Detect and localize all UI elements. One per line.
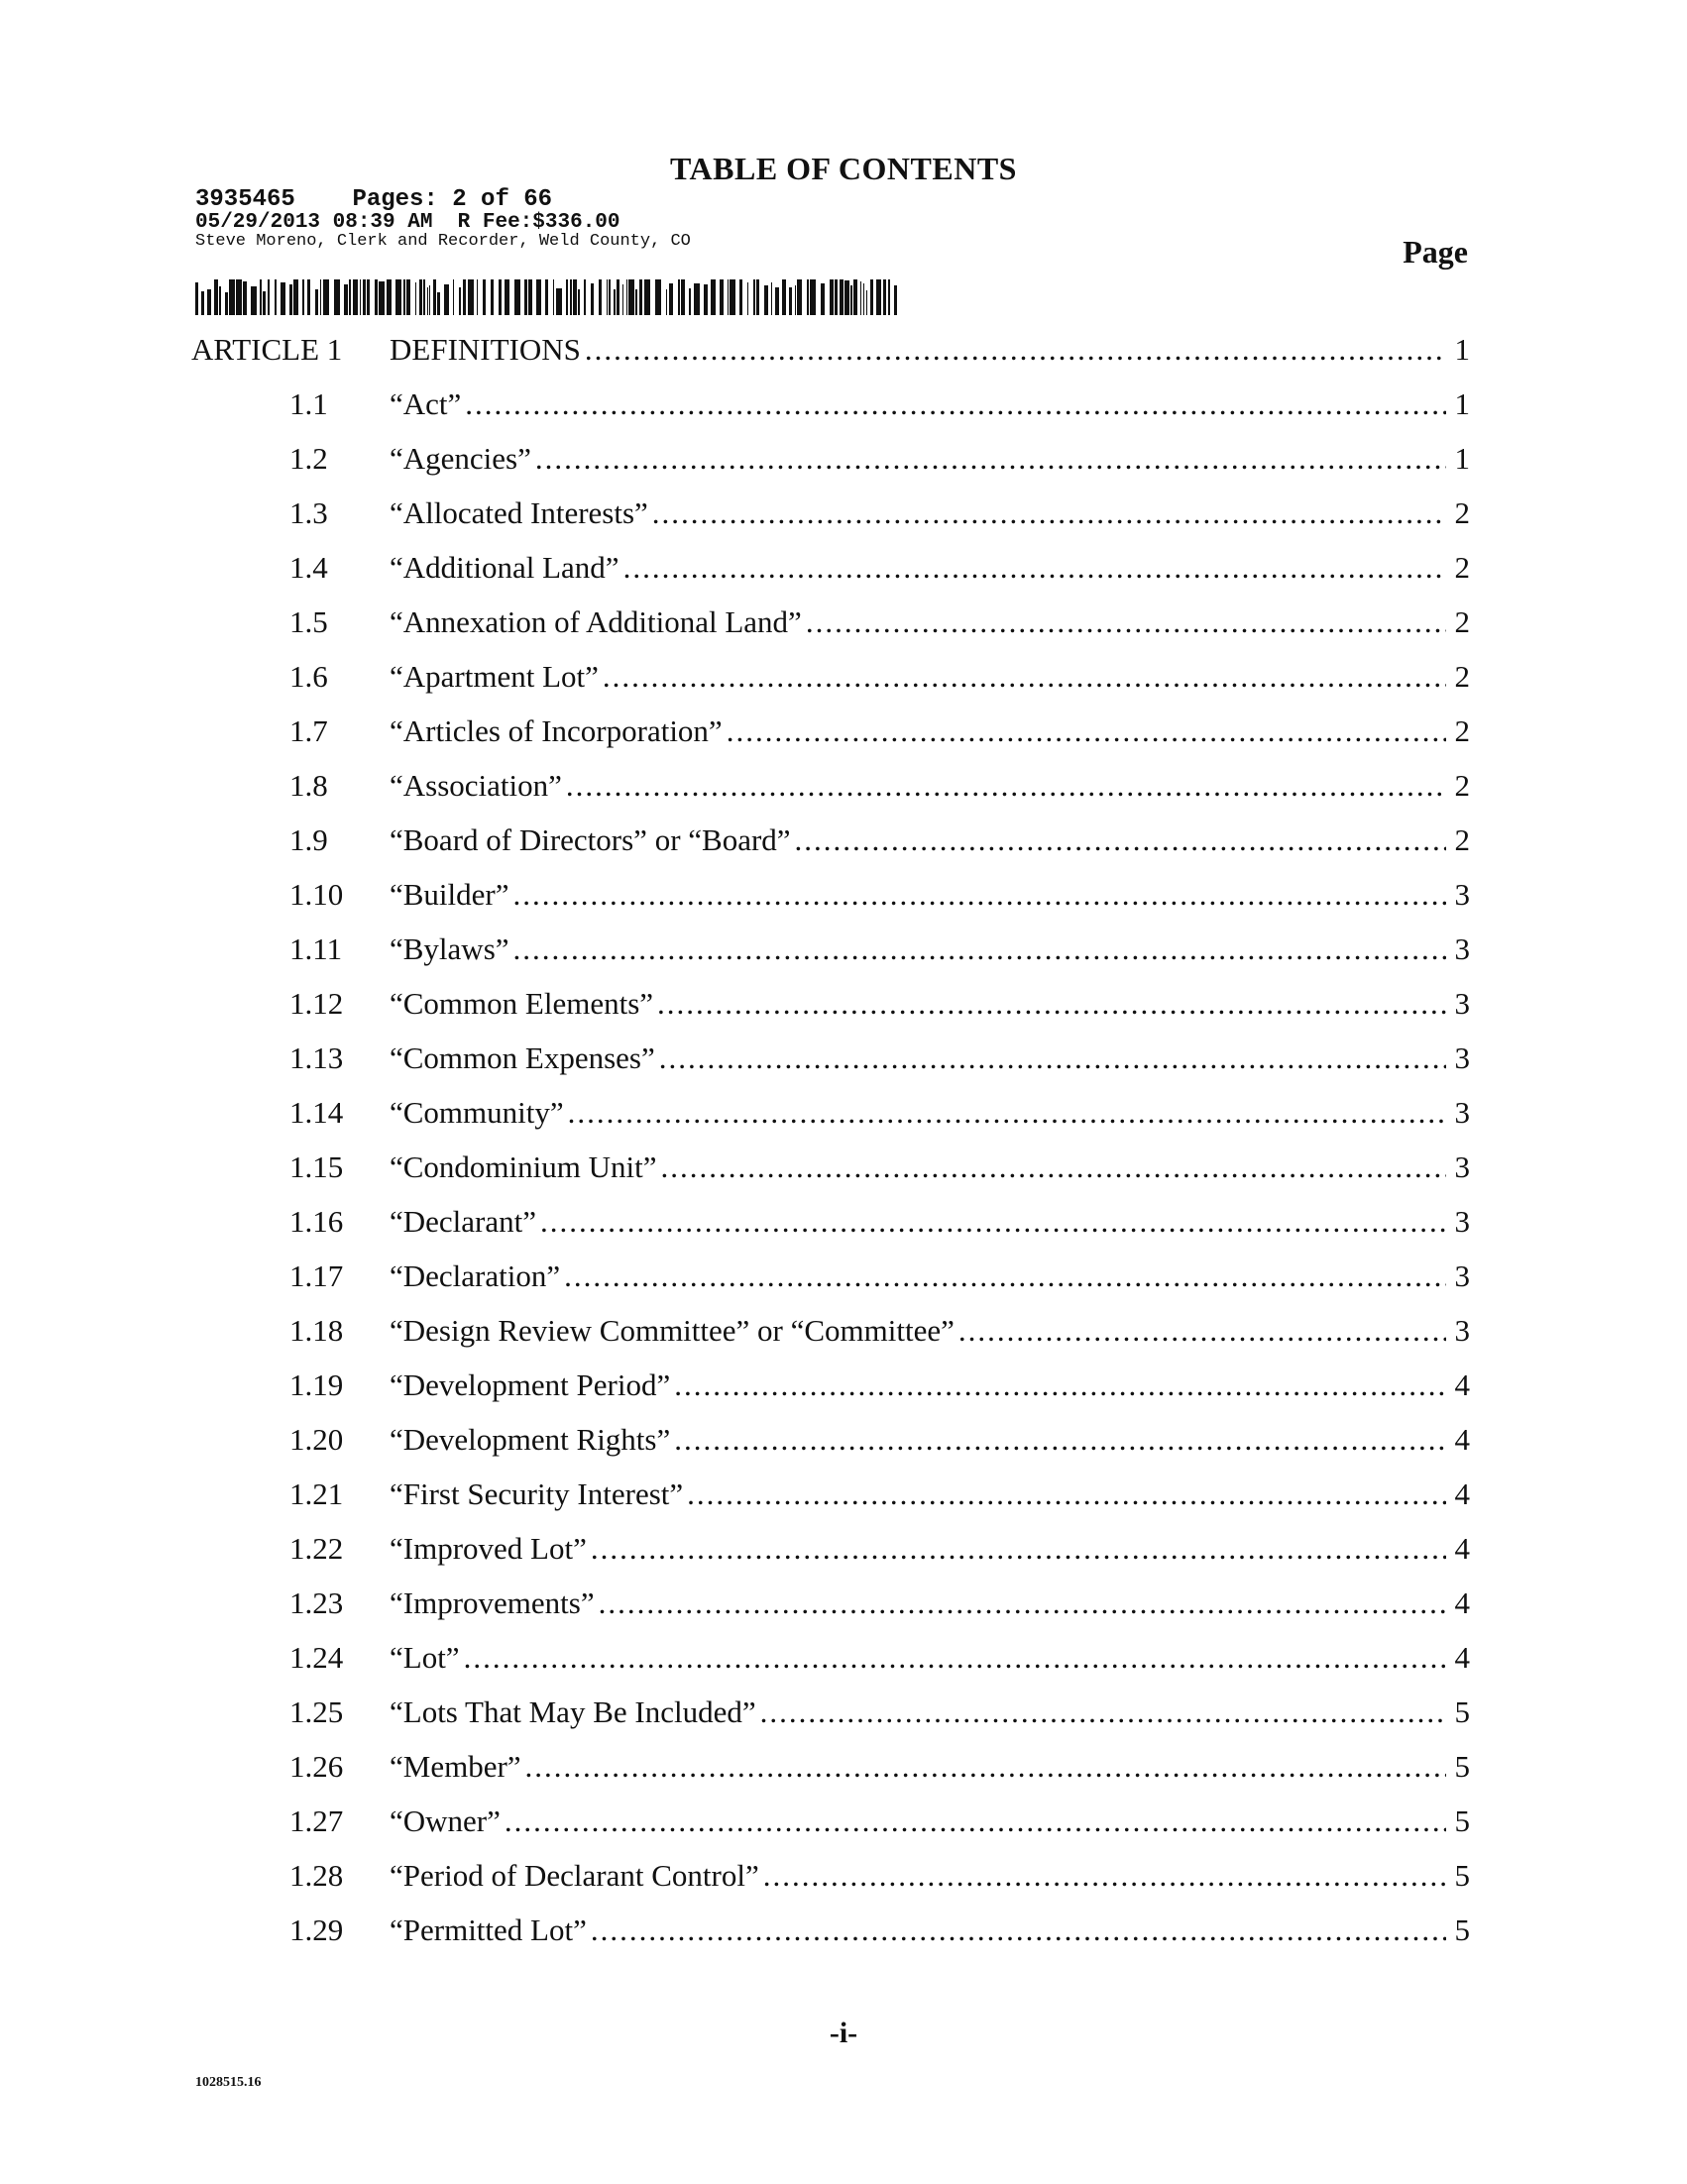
toc-section-number: 1.22: [289, 1531, 344, 1566]
toc-section-number: 1.13: [289, 1040, 344, 1075]
toc-section-title: “Common Expenses”: [390, 1040, 655, 1075]
toc-section-row[interactable]: [191, 877, 1470, 931]
toc-section-page: 4: [1454, 1367, 1470, 1402]
toc-section-row[interactable]: [191, 1803, 1470, 1858]
recording-datetime: 05/29/2013 08:39 AM: [195, 211, 433, 234]
dot-leader: [505, 1803, 1446, 1839]
dot-leader: [599, 1585, 1446, 1621]
toc-section-title: “Improvements”: [390, 1585, 595, 1620]
toc-section-page: 5: [1454, 1749, 1470, 1784]
dot-leader: [760, 1694, 1446, 1730]
dot-leader: [513, 931, 1446, 967]
toc-section-number: 1.11: [289, 931, 343, 966]
toc-section-number: 1.2: [289, 441, 328, 476]
toc-section-title: “First Security Interest”: [390, 1476, 684, 1511]
toc-section-page: 3: [1454, 1149, 1470, 1184]
dot-leader: [564, 1258, 1446, 1294]
toc-section-number: 1.4: [289, 550, 328, 585]
toc-section-row[interactable]: [191, 1204, 1470, 1258]
toc-section-number: 1.24: [289, 1640, 344, 1675]
toc-section-row[interactable]: [191, 1040, 1470, 1095]
toc-section-row[interactable]: [191, 1476, 1470, 1531]
toc-section-title: “Owner”: [390, 1803, 501, 1838]
toc-article-page: 1: [1454, 332, 1470, 367]
toc-section-page: 2: [1454, 822, 1470, 857]
toc-section-title: “Period of Declarant Control”: [390, 1858, 759, 1893]
toc-article-number: ARTICLE 1: [191, 332, 343, 367]
toc-section-title: “Design Review Committee” or “Committee”: [390, 1313, 955, 1348]
toc-section-row[interactable]: [191, 604, 1470, 659]
toc-section-title: “Condominium Unit”: [390, 1149, 657, 1184]
toc-section-row[interactable]: [191, 1095, 1470, 1149]
dot-leader: [591, 1531, 1446, 1567]
footer-page-number: -i-: [829, 2017, 858, 2049]
toc-section-row[interactable]: [191, 1912, 1470, 1967]
recording-stamp: [195, 188, 691, 250]
toc-article-row[interactable]: [191, 332, 1470, 386]
reception-number: 3935465: [195, 186, 295, 213]
dot-leader: [623, 550, 1446, 586]
dot-leader: [591, 1912, 1446, 1948]
stamp-line-reception: [195, 188, 691, 212]
toc-section-title: “Development Period”: [390, 1367, 671, 1402]
toc-section-number: 1.6: [289, 659, 328, 694]
toc-section-row[interactable]: [191, 659, 1470, 713]
dot-leader: [659, 1040, 1446, 1076]
dot-leader: [540, 1204, 1446, 1240]
toc-section-number: 1.19: [289, 1367, 344, 1402]
dot-leader: [795, 822, 1446, 858]
toc-article-title: DEFINITIONS: [390, 332, 581, 367]
toc-section-page: 5: [1454, 1912, 1470, 1947]
toc-section-title: “Permitted Lot”: [390, 1912, 587, 1947]
toc-section-title: “Additional Land”: [390, 550, 619, 585]
dot-leader: [464, 1640, 1446, 1676]
toc-section-row[interactable]: [191, 822, 1470, 877]
toc-section-row[interactable]: [191, 550, 1470, 604]
recording-fee: R Fee:$336.00: [457, 211, 620, 234]
dot-leader: [465, 386, 1446, 422]
toc-section-title: “Agencies”: [390, 441, 531, 476]
toc-section-row[interactable]: [191, 386, 1470, 441]
toc-section-page: 3: [1454, 1040, 1470, 1075]
dot-leader: [566, 768, 1446, 804]
dot-leader: [661, 1149, 1446, 1185]
toc-section-title: “Association”: [390, 768, 562, 803]
toc-section-title: “Bylaws”: [390, 931, 509, 966]
toc-section-row[interactable]: [191, 1367, 1470, 1422]
toc-section-page: 3: [1454, 931, 1470, 966]
toc-section-number: 1.29: [289, 1912, 344, 1947]
toc-section-page: 4: [1454, 1476, 1470, 1511]
barcode-image: [195, 279, 899, 315]
toc-section-title: “Member”: [390, 1749, 521, 1784]
toc-section-number: 1.14: [289, 1095, 344, 1130]
dot-leader: [674, 1367, 1446, 1403]
toc-section-number: 1.16: [289, 1204, 344, 1239]
toc-section-number: 1.12: [289, 986, 344, 1021]
toc-section-number: 1.25: [289, 1694, 344, 1729]
toc-section-number: 1.3: [289, 495, 328, 530]
toc-section-page: 2: [1454, 768, 1470, 803]
toc-section-row[interactable]: [191, 768, 1470, 822]
toc-section-row[interactable]: [191, 1258, 1470, 1313]
document-id: 1028515.16: [195, 2075, 262, 2090]
toc-section-page: 5: [1454, 1694, 1470, 1729]
toc-section-title: “Declaration”: [390, 1258, 561, 1293]
toc-section-page: 2: [1454, 495, 1470, 530]
toc-section-page: 3: [1454, 1258, 1470, 1293]
dot-leader: [674, 1422, 1446, 1458]
page-title: TABLE OF CONTENTS: [670, 151, 1017, 186]
toc-section-number: 1.27: [289, 1803, 344, 1838]
toc-section-title: “Improved Lot”: [390, 1531, 587, 1566]
toc-section-page: 4: [1454, 1422, 1470, 1457]
toc-section-page: 5: [1454, 1858, 1470, 1893]
toc-section-title: “Articles of Incorporation”: [390, 713, 723, 748]
toc-section-row[interactable]: [191, 1749, 1470, 1803]
toc-section-page: 3: [1454, 986, 1470, 1021]
toc-section-page: 4: [1454, 1531, 1470, 1566]
toc-section-number: 1.9: [289, 822, 328, 857]
pages-count: Pages: 2 of 66: [352, 186, 553, 213]
toc-section-page: 2: [1454, 604, 1470, 639]
toc-section-title: “Allocated Interests”: [390, 495, 648, 530]
toc-section-row[interactable]: [191, 1149, 1470, 1204]
toc-section-list: [191, 386, 1470, 1967]
toc-section-row[interactable]: [191, 931, 1470, 986]
toc-section-page: 2: [1454, 713, 1470, 748]
table-of-contents: [191, 332, 1470, 1967]
toc-section-row[interactable]: [191, 1531, 1470, 1585]
toc-section-title: “Annexation of Additional Land”: [390, 604, 802, 639]
toc-section-row[interactable]: [191, 1694, 1470, 1749]
toc-section-row[interactable]: [191, 1585, 1470, 1640]
dot-leader: [958, 1313, 1446, 1349]
toc-section-row[interactable]: [191, 1858, 1470, 1912]
dot-leader: [513, 877, 1446, 913]
dot-leader: [687, 1476, 1446, 1512]
toc-section-page: 3: [1454, 1095, 1470, 1130]
toc-section-title: “Act”: [390, 386, 462, 421]
dot-leader: [657, 986, 1446, 1022]
toc-section-title: “Development Rights”: [390, 1422, 671, 1457]
toc-section-page: 1: [1454, 386, 1470, 421]
toc-section-title: “Board of Directors” or “Board”: [390, 822, 791, 857]
toc-section-title: “Declarant”: [390, 1204, 536, 1239]
toc-section-number: 1.23: [289, 1585, 344, 1620]
toc-section-number: 1.15: [289, 1149, 344, 1184]
toc-section-page: 2: [1454, 659, 1470, 694]
toc-section-page: 2: [1454, 550, 1470, 585]
toc-section-row[interactable]: [191, 986, 1470, 1040]
toc-section-number: 1.17: [289, 1258, 344, 1293]
dot-leader: [806, 604, 1446, 640]
page-column-header: Page: [1403, 234, 1468, 270]
toc-section-number: 1.7: [289, 713, 328, 748]
toc-section-title: “Apartment Lot”: [390, 659, 599, 694]
recorder-name: Steve Moreno, Clerk and Recorder, Weld County, CO: [195, 232, 691, 251]
toc-section-number: 1.28: [289, 1858, 344, 1893]
toc-section-title: “Lot”: [390, 1640, 460, 1675]
toc-section-page: 4: [1454, 1640, 1470, 1675]
toc-section-number: 1.5: [289, 604, 328, 639]
dot-leader: [568, 1095, 1446, 1131]
toc-section-page: 4: [1454, 1585, 1470, 1620]
dot-leader: [585, 332, 1446, 368]
toc-section-page: 1: [1454, 441, 1470, 476]
toc-section-page: 3: [1454, 1313, 1470, 1348]
toc-section-page: 3: [1454, 877, 1470, 912]
toc-section-title: “Common Elements”: [390, 986, 654, 1021]
dot-leader: [525, 1749, 1446, 1785]
dot-leader: [727, 713, 1446, 749]
toc-section-number: 1.20: [289, 1422, 344, 1457]
toc-section-row[interactable]: [191, 441, 1470, 495]
toc-section-title: “Lots That May Be Included”: [390, 1694, 756, 1729]
dot-leader: [535, 441, 1446, 477]
toc-section-page: 3: [1454, 1204, 1470, 1239]
toc-section-page: 5: [1454, 1803, 1470, 1838]
stamp-line-date: [195, 212, 691, 233]
toc-section-title: “Builder”: [390, 877, 509, 912]
toc-section-title: “Community”: [390, 1095, 564, 1130]
toc-section-number: 1.26: [289, 1749, 344, 1784]
dot-leader: [603, 659, 1446, 695]
toc-section-row[interactable]: [191, 713, 1470, 768]
toc-section-number: 1.18: [289, 1313, 344, 1348]
toc-section-number: 1.1: [289, 386, 328, 421]
dot-leader: [763, 1858, 1446, 1894]
toc-section-number: 1.21: [289, 1476, 344, 1511]
toc-section-row[interactable]: [191, 495, 1470, 550]
toc-section-number: 1.8: [289, 768, 328, 803]
toc-section-row[interactable]: [191, 1313, 1470, 1367]
toc-section-number: 1.10: [289, 877, 344, 912]
toc-section-row[interactable]: [191, 1640, 1470, 1694]
dot-leader: [652, 495, 1446, 531]
toc-section-row[interactable]: [191, 1422, 1470, 1476]
